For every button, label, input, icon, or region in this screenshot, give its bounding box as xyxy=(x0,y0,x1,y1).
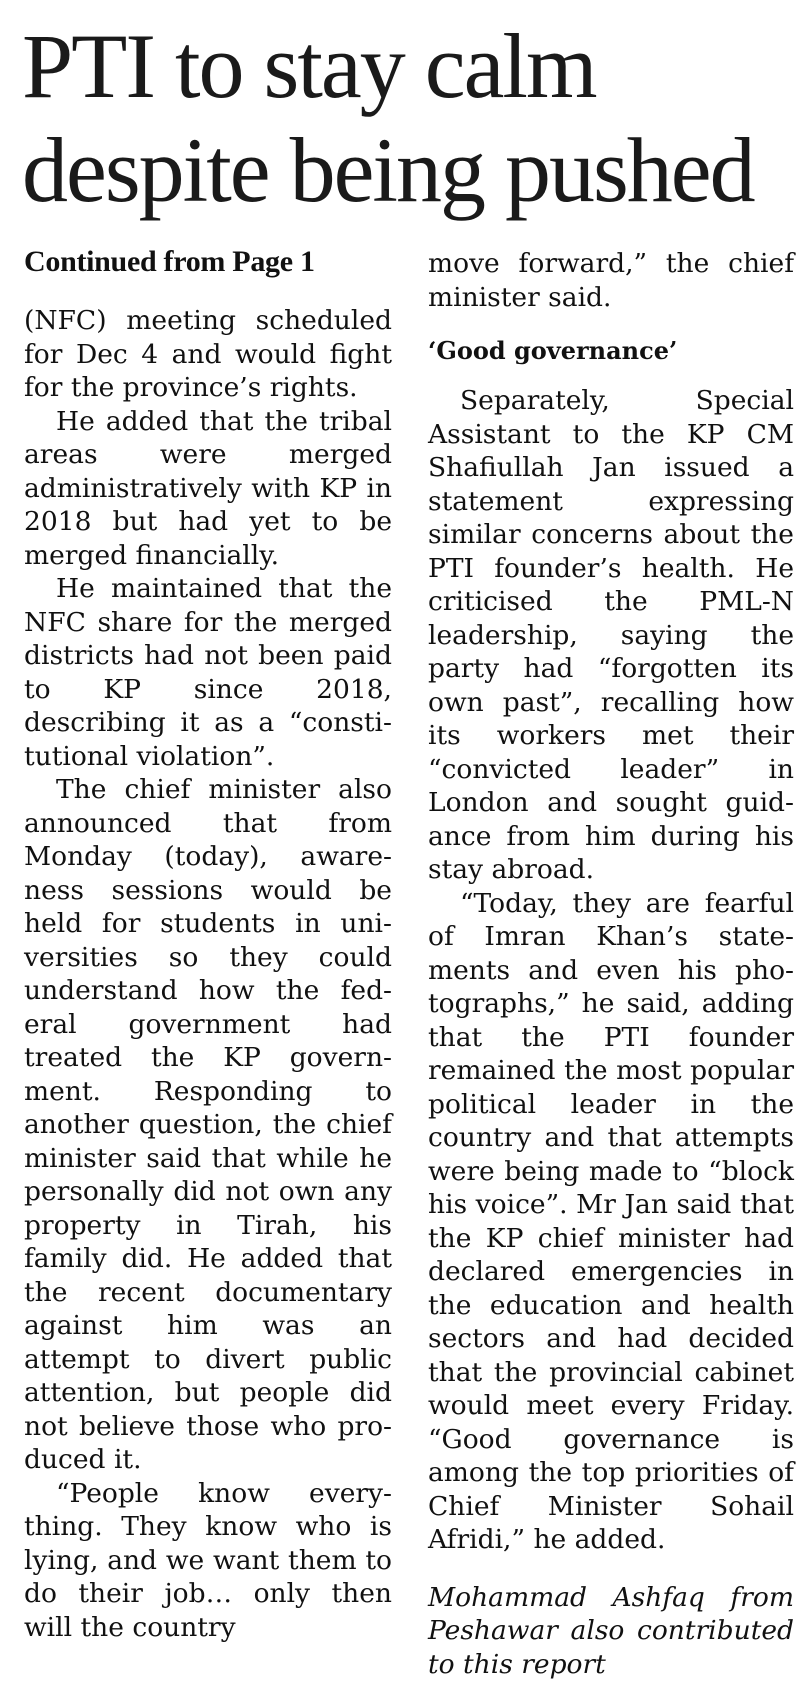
paragraph: “People know everything. They know who is lying, and we want them to do their job… only then will the country xyxy=(24,1477,392,1645)
paragraph: Separately, Special Assistant to the KP CM Shafiullah Jan issued a statement expressing similar concerns about the PTI founder’s health. He criticised the PML-N leadership, saying the party had “forgotten its own past”, recalling how its workers met their “convicted leader” in London and sought guidance from him during his stay abroad. xyxy=(428,384,794,887)
paragraph: He maintained that the NFC share for the merged districts had not been paid to KP since 2018, describing it as a “constitutional violation”. xyxy=(24,572,392,773)
headline-line-1: PTI to stay calm xyxy=(22,14,792,118)
left-column xyxy=(24,244,392,1644)
section-subhead: ‘Good governance’ xyxy=(428,336,794,366)
paragraph: “Today, they are fearful of Imran Khan’s statements and even his photographs,” he said, adding that the PTI founder remained the most popular political leader in the country and that attempts were being made to “block his voice”. Mr Jan said that the KP chief minister had declared emergencies in the education and health sectors and had decided that the provincial cabinet would meet every Friday. “Good governance is among the top priorities of Chief Minister Sohail Afridi,” he added. xyxy=(428,887,794,1557)
paragraph: The chief minister also announced that from Monday (today), awareness sessions would be held for students in universities so they could understand how the federal government had treated the KP government. Responding to another question, the chief minister said that while he personally did not own any property in Tirah, his family did. He added that the recent documentary against him was an attempt to divert public attention, but people did not believe those who produced it. xyxy=(24,773,392,1477)
paragraph-continuation: move forward,” the chief minister said. xyxy=(428,247,794,314)
paragraph: (NFC) meeting scheduled for Dec 4 and would fight for the province’s rights. xyxy=(24,304,392,405)
continued-from-label: Continued from Page 1 xyxy=(24,244,392,280)
byline: Mohammad Ashfaq from Peshawar also contributed to this report xyxy=(428,1581,794,1681)
right-column xyxy=(428,247,794,1681)
paragraph: He added that the tribal areas were merged administratively with KP in 2018 but had yet to be merged financially. xyxy=(24,405,392,573)
headline xyxy=(22,14,792,222)
headline-line-2: despite being pushed xyxy=(22,118,792,222)
